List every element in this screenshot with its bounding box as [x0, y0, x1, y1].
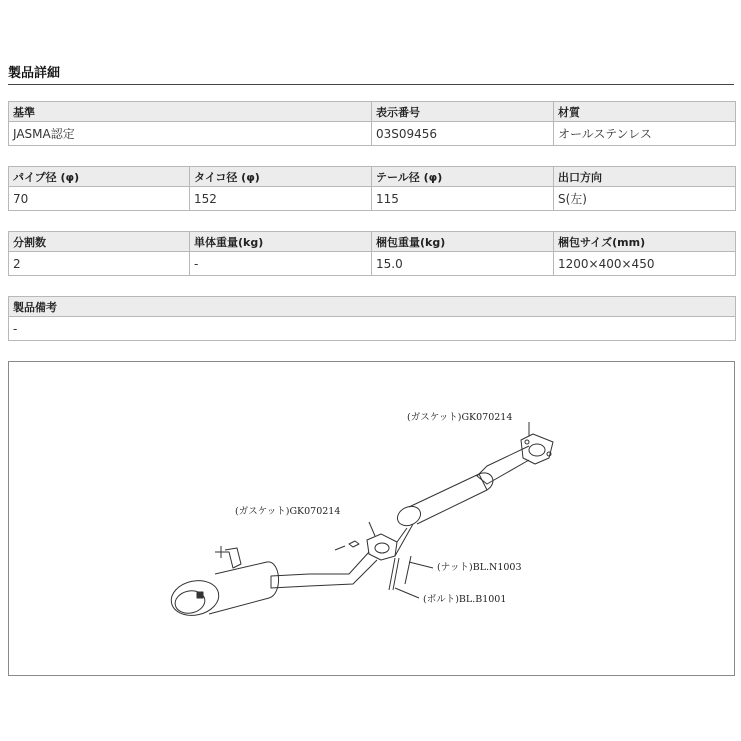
header-display-number: 表示番号 [372, 102, 554, 122]
callout-gasket-center: (ガスケット)GK070214 [235, 506, 341, 517]
value-package-weight: 15.0 [372, 252, 554, 276]
table-header-row [9, 297, 736, 317]
value-tail-diameter: 115 [372, 187, 554, 211]
header-tail-diameter: テール径 (φ) [372, 167, 554, 187]
callout-bolt: (ボルト)BL.B1001 [423, 594, 507, 605]
front-flange [521, 434, 553, 464]
center-muffler [409, 473, 493, 524]
value-muffler-diameter: 152 [190, 187, 372, 211]
callout-nut: (ナット)BL.N1003 [437, 562, 522, 573]
header-muffler-diameter: タイコ径 (φ) [190, 167, 372, 187]
header-package-weight: 梱包重量(kg) [372, 232, 554, 252]
value-material: オールステンレス [554, 122, 736, 146]
value-exit-direction: S(左) [554, 187, 736, 211]
header-standard: 基準 [9, 102, 372, 122]
front-pipe [477, 446, 529, 484]
section-title: 製品詳細 [8, 66, 61, 81]
spec-table-standard [8, 101, 736, 146]
title-divider [8, 84, 734, 85]
header-exit-direction: 出口方向 [554, 167, 736, 187]
table-header-row [9, 167, 736, 187]
spec-table-notes [8, 296, 736, 341]
value-notes: - [9, 317, 736, 341]
value-package-size: 1200×400×450 [554, 252, 736, 276]
exhaust-diagram [8, 361, 735, 676]
table-header-row [9, 232, 736, 252]
nut-hardware [349, 541, 359, 547]
table-row [9, 187, 736, 211]
value-unit-weight: - [190, 252, 372, 276]
value-standard: JASMA認定 [9, 122, 372, 146]
value-pipe-diameter: 70 [9, 187, 190, 211]
table-row [9, 317, 736, 341]
mid-pipe [271, 552, 377, 588]
header-notes: 製品備考 [9, 297, 736, 317]
rear-muffler [209, 562, 279, 614]
value-pieces: 2 [9, 252, 190, 276]
exhaust-drawing [9, 362, 734, 675]
header-package-size: 梱包サイズ(mm) [554, 232, 736, 252]
header-material: 材質 [554, 102, 736, 122]
table-row [9, 252, 736, 276]
header-pipe-diameter: パイプ径 (φ) [9, 167, 190, 187]
value-display-number: 03S09456 [372, 122, 554, 146]
table-row [9, 122, 736, 146]
spec-table-dimensions [8, 166, 736, 211]
header-pieces: 分割数 [9, 232, 190, 252]
table-header-row [9, 102, 736, 122]
center-flange [367, 534, 397, 560]
callout-gasket-front: (ガスケット)GK070214 [407, 412, 513, 423]
hanger [215, 548, 241, 568]
header-unit-weight: 単体重量(kg) [190, 232, 372, 252]
spec-table-weight [8, 231, 736, 276]
